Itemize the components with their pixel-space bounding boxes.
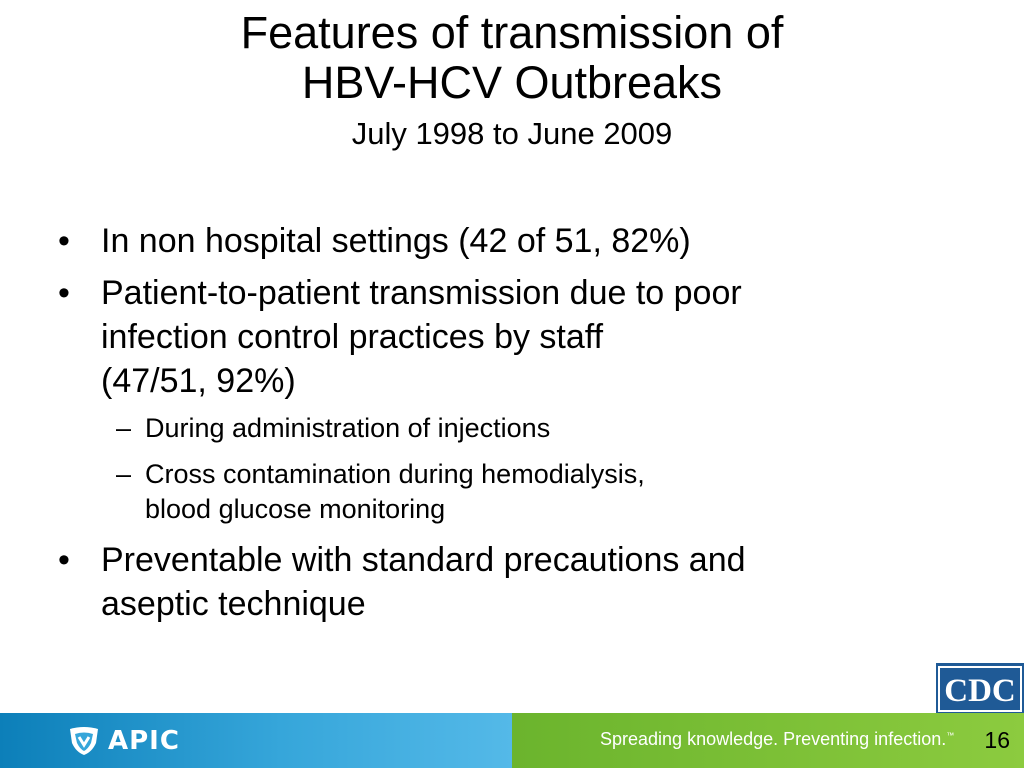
bullet-marker: • — [58, 222, 70, 260]
trademark-symbol: ™ — [946, 731, 955, 740]
sub-bullet-text: During administration of injections — [145, 413, 551, 443]
bullet-text: In non hospital settings (42 of 51, 82%) — [101, 222, 691, 260]
footer-tagline-text: Spreading knowledge. Preventing infection. — [600, 729, 947, 749]
sub-bullet-text-line: blood glucose monitoring — [145, 494, 446, 524]
cdc-logo-mark — [938, 666, 1022, 712]
bullet-text-line: Patient-to-patient transmission due to poor — [101, 274, 742, 312]
bullet-item-3 — [58, 538, 978, 626]
bullet-text-line: aseptic technique — [101, 585, 366, 623]
apic-shield-icon — [66, 725, 102, 757]
footer-bar — [0, 713, 1024, 768]
apic-logo-text: APIC — [108, 726, 180, 756]
sub-bullet-text-line: Cross contamination during hemodialysis, — [145, 459, 645, 489]
footer-tagline — [600, 729, 954, 750]
slide-subtitle: July 1998 to June 2009 — [351, 116, 673, 151]
bullet-marker: • — [58, 274, 70, 312]
footer-left-panel — [0, 713, 512, 768]
sub-bullet-item-2 — [58, 457, 978, 527]
bullet-text-line: (47/51, 92%) — [101, 362, 296, 400]
slide-title-line-1: Features of transmission of — [240, 7, 784, 58]
slide-title-block — [0, 8, 1024, 152]
bullet-list — [58, 219, 978, 634]
cdc-logo-text: CDC — [944, 673, 1016, 709]
footer-right-panel — [512, 713, 1024, 768]
bullet-item-1 — [58, 219, 978, 263]
apic-logo — [66, 725, 180, 757]
slide-title-line-2: HBV-HCV Outbreaks — [301, 57, 723, 108]
sub-bullet-marker: – — [116, 413, 132, 443]
cdc-logo — [936, 663, 1024, 715]
bullet-text-line: Preventable with standard precautions and — [101, 541, 746, 579]
bullet-item-2 — [58, 271, 978, 403]
page-number: 16 — [984, 727, 1010, 753]
bullet-text-line: infection control practices by staff — [101, 318, 604, 356]
sub-bullet-item-1 — [58, 411, 978, 446]
sub-bullet-marker: – — [116, 459, 132, 489]
bullet-marker: • — [58, 541, 70, 579]
